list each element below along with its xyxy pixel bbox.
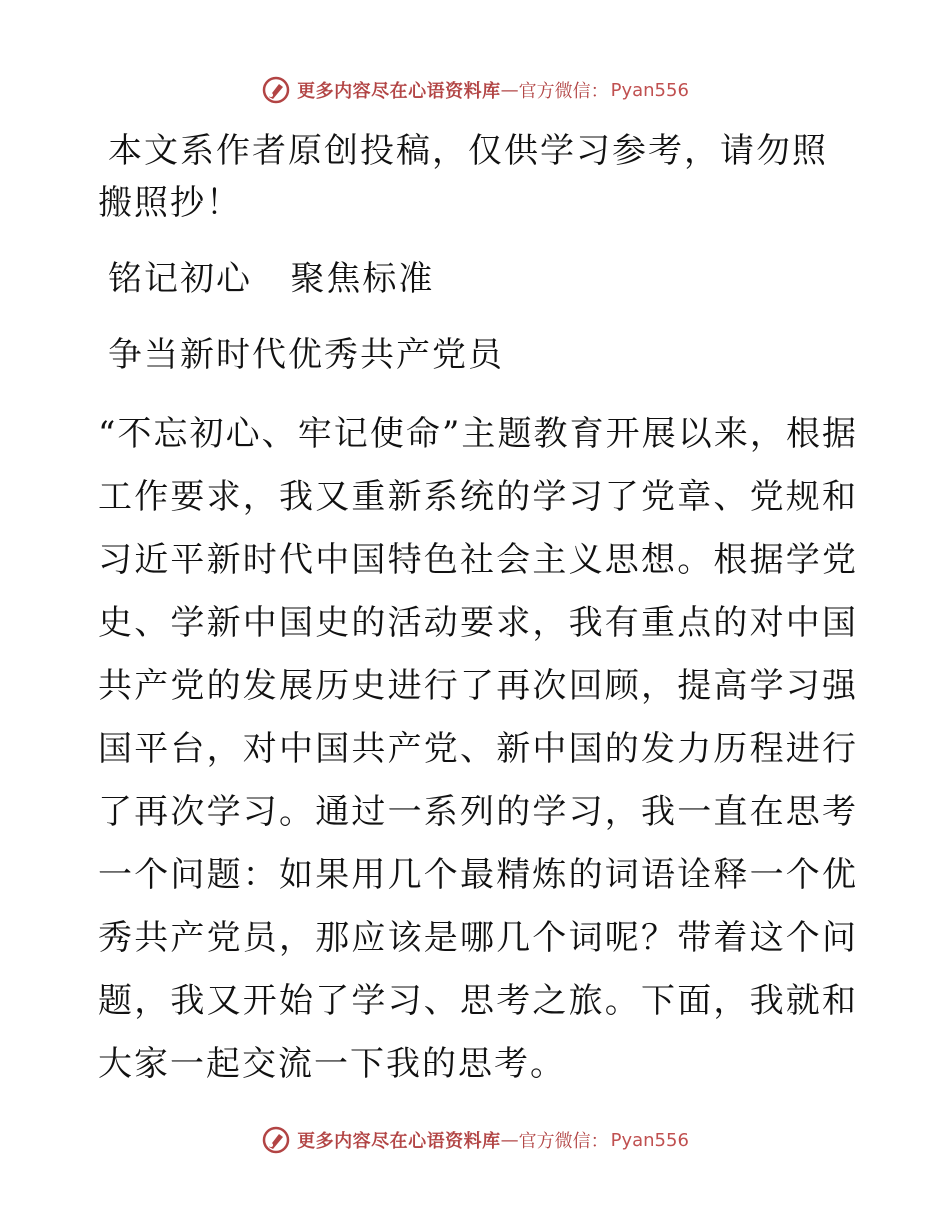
watermark-wechat-id: Pyan556 bbox=[610, 79, 689, 101]
watermark-wechat-id: Pyan556 bbox=[610, 1129, 689, 1151]
pen-nib-logo-icon bbox=[261, 1125, 291, 1155]
title-line-2: 争当新时代优秀共产党员 bbox=[108, 335, 504, 375]
copyright-notice: 本文系作者原创投稿，仅供学习参考，请勿照搬照抄！ bbox=[98, 131, 828, 223]
footer-watermark bbox=[0, 1120, 950, 1160]
watermark-main-text: 更多内容尽在心语资料库 bbox=[297, 1131, 501, 1152]
document-body bbox=[98, 125, 858, 1096]
watermark-wechat-label: 官方微信： bbox=[518, 1131, 609, 1152]
header-watermark bbox=[0, 70, 950, 110]
watermark-dash: — bbox=[500, 1129, 519, 1151]
watermark-wechat-label: 官方微信： bbox=[518, 81, 609, 102]
watermark-main-text: 更多内容尽在心语资料库 bbox=[297, 81, 501, 102]
watermark-dash: — bbox=[500, 79, 519, 101]
title-line-1: 铭记初心 聚焦标准 bbox=[108, 259, 435, 299]
body-paragraph: “不忘初心、牢记使命”主题教育开展以来，根据工作要求，我又重新系统的学习了党章、党规和习近平新时代中国特色社会主义思想。根据学党史、学新中国史的活动要求，我有重点的对中国共产党的发展历史进行了再次回顾，提高学习强国平台，对中国共产党、新中国的发力历程进行了再次学习。通过一系列的学习，我一直在思考一个问题：如果用几个最精炼的词语诠释一个优秀共产党员，那应该是哪几个词呢？带着这个问题，我又开始了学习、思考之旅。下面，我就和大家一起交流一下我的思考。 bbox=[98, 414, 858, 1084]
pen-nib-logo-icon bbox=[261, 75, 291, 105]
